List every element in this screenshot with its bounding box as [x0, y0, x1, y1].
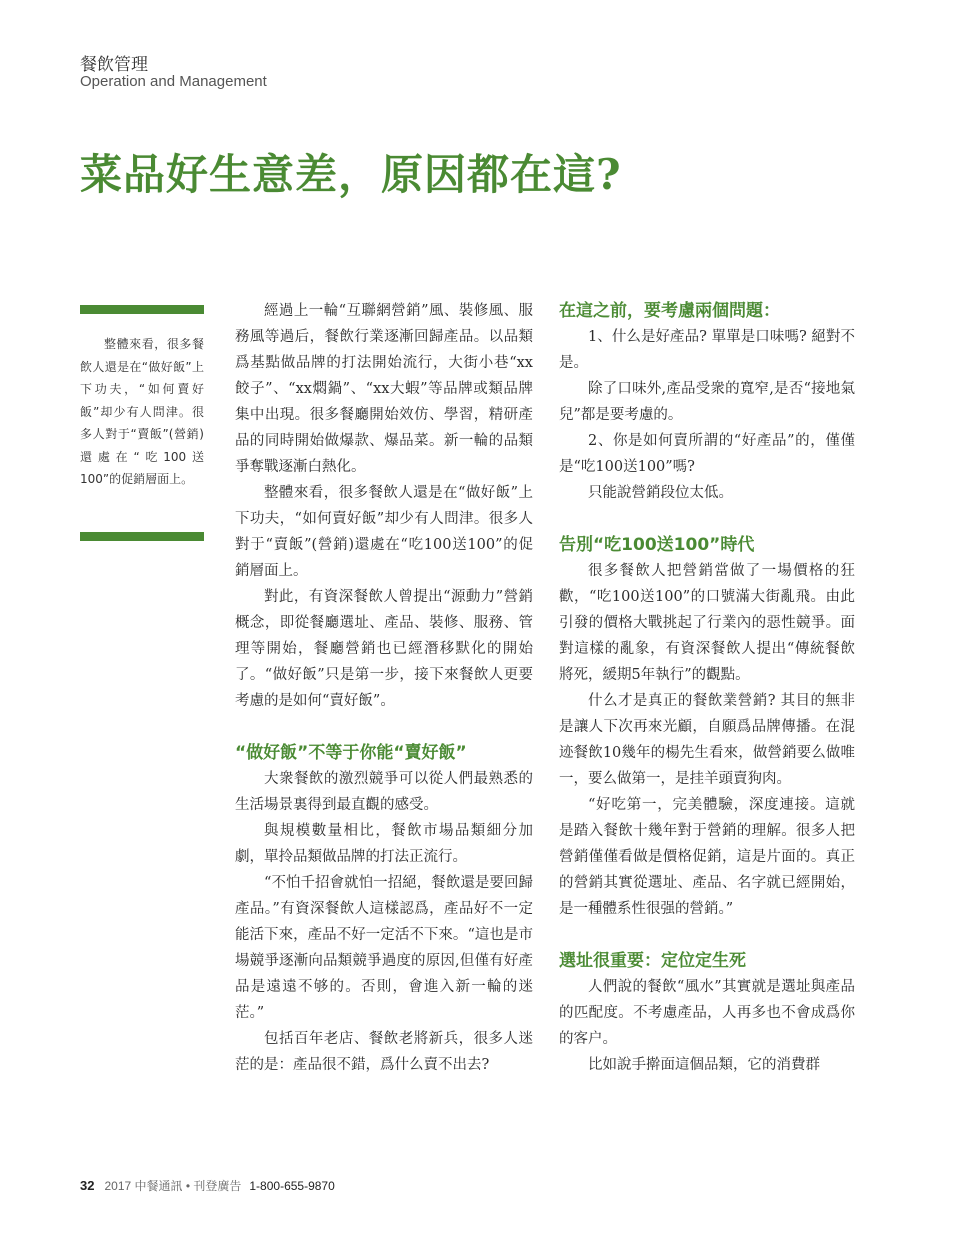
paragraph: 比如說手擀面這個品類，它的消費群	[588, 1057, 820, 1073]
paragraph: 2、你是如何賣所謂的“好產品”的，僅僅是“吃100送100”嗎?	[559, 433, 855, 475]
section-label-zh: 餐飲管理	[80, 55, 148, 75]
paragraph: 什么才是真正的餐飲業營銷? 其目的無非是讓人下次再來光顧，自願爲品牌傳播。在混迹餐飲10幾年的楊先生看來，做營銷要么做唯一，要么做第一，是挂羊頭賣狗肉。	[559, 693, 855, 787]
page-footer	[80, 1177, 335, 1194]
paragraph: 人們說的餐飲“風水”其實就是選址與產品的匹配度。不考慮產品，人再多也不會成爲你的客户。	[559, 979, 855, 1047]
paragraph: 1、什么是好產品? 單單是口味嗎? 絕對不是。	[559, 329, 855, 371]
paragraph: “不怕千招會就怕一招絕，餐飲還是要回歸產品。”有資深餐飲人這樣認爲，產品好不一定能活下來，產品不好一定活不下來。“這也是市場競爭逐漸向品類競爭過度的原因,但僅有好產品是遠遠不够的。否則，會進入新一輪的迷茫。”	[235, 875, 533, 1021]
paragraph: 大衆餐飲的激烈競爭可以從人們最熟悉的生活場景裏得到最直觀的感受。	[235, 771, 533, 813]
page-number: 32	[80, 1178, 95, 1193]
article-column-right	[559, 298, 855, 1078]
paragraph: 包括百年老店、餐飲老將新兵，很多人迷茫的是：產品很不錯，爲什么賣不出去?	[235, 1031, 533, 1073]
article-column-middle	[235, 298, 533, 1078]
article-title: 菜品好生意差，原因都在這?	[80, 150, 622, 199]
paragraph: “好吃第一，完美體驗，深度連接。這就是踏入餐飲十幾年對于營銷的理解。很多人把營銷僅僅看做是價格促銷，這是片面的。真正的營銷其實從選址、產品、名字就已經開始，是一種體系性很强的營銷。”	[559, 797, 855, 917]
paragraph: 經過上一輪“互聯網營銷”風、裝修風、服務風等過后，餐飲行業逐漸回歸產品。以品類爲基點做品牌的打法開始流行，大街小巷“xx餃子”、“xx燜鍋”、“xx大蝦”等品牌或類品牌集中出現。很多餐廳開始效仿、學習，精研產品的同時開始做爆款、爆品菜。新一輪的品類爭奪戰逐漸白熱化。	[235, 303, 533, 475]
paragraph: 很多餐飲人把營銷當做了一場價格的狂歡，“吃100送100”的口號滿大街亂飛。由此引發的價格大戰挑起了行業內的惡性競爭。面對這樣的亂象，有資深餐飲人提出“傳統餐飲將死，緩期5年執行”的觀點。	[559, 563, 855, 683]
section-label-en: Operation and Management	[80, 73, 267, 90]
subheading: 選址很重要：定位定生死	[559, 951, 746, 971]
subheading: 告別“吃100送100”時代	[559, 535, 755, 555]
subheading: “做好飯”不等于你能“賣好飯”	[235, 743, 467, 763]
pullquote: 整體來看，很多餐飲人還是在“做好飯”上下功夫，“如何賣好飯”却少有人問津。很多人對于“賣飯”(營銷)還處在“吃100送100”的促銷層面上。	[80, 337, 204, 486]
publication-name: 2017 中餐通訊 • 刊登廣告	[104, 1179, 242, 1193]
paragraph: 整體來看，很多餐飲人還是在“做好飯”上下功夫，“如何賣好飯”却少有人問津。很多人對于“賣飯”(營銷)還處在“吃100送100”的促銷層面上。	[235, 485, 533, 579]
paragraph: 與規模數量相比，餐飲市場品類細分加劇，單拎品類做品牌的打法正流行。	[235, 823, 533, 865]
paragraph: 只能說營銷段位太低。	[588, 485, 733, 501]
pullquote-top-rule	[80, 305, 204, 314]
paragraph: 除了口味外,產品受衆的寬窄,是否“接地氣兒”都是要考慮的。	[559, 381, 855, 423]
paragraph: 對此，有資深餐飲人曾提出“源動力”營銷概念，即從餐廳選址、產品、裝修、服務、管理等開始，餐廳營銷也已經潛移默化的開始了。“做好飯”只是第一步，接下來餐飲人更要考慮的是如何“賣好飯”。	[235, 589, 533, 709]
pullquote-bottom-rule	[80, 532, 204, 541]
ad-phone-number: 1-800-655-9870	[249, 1179, 335, 1193]
subheading: 在這之前，要考慮兩個問題：	[559, 301, 780, 321]
